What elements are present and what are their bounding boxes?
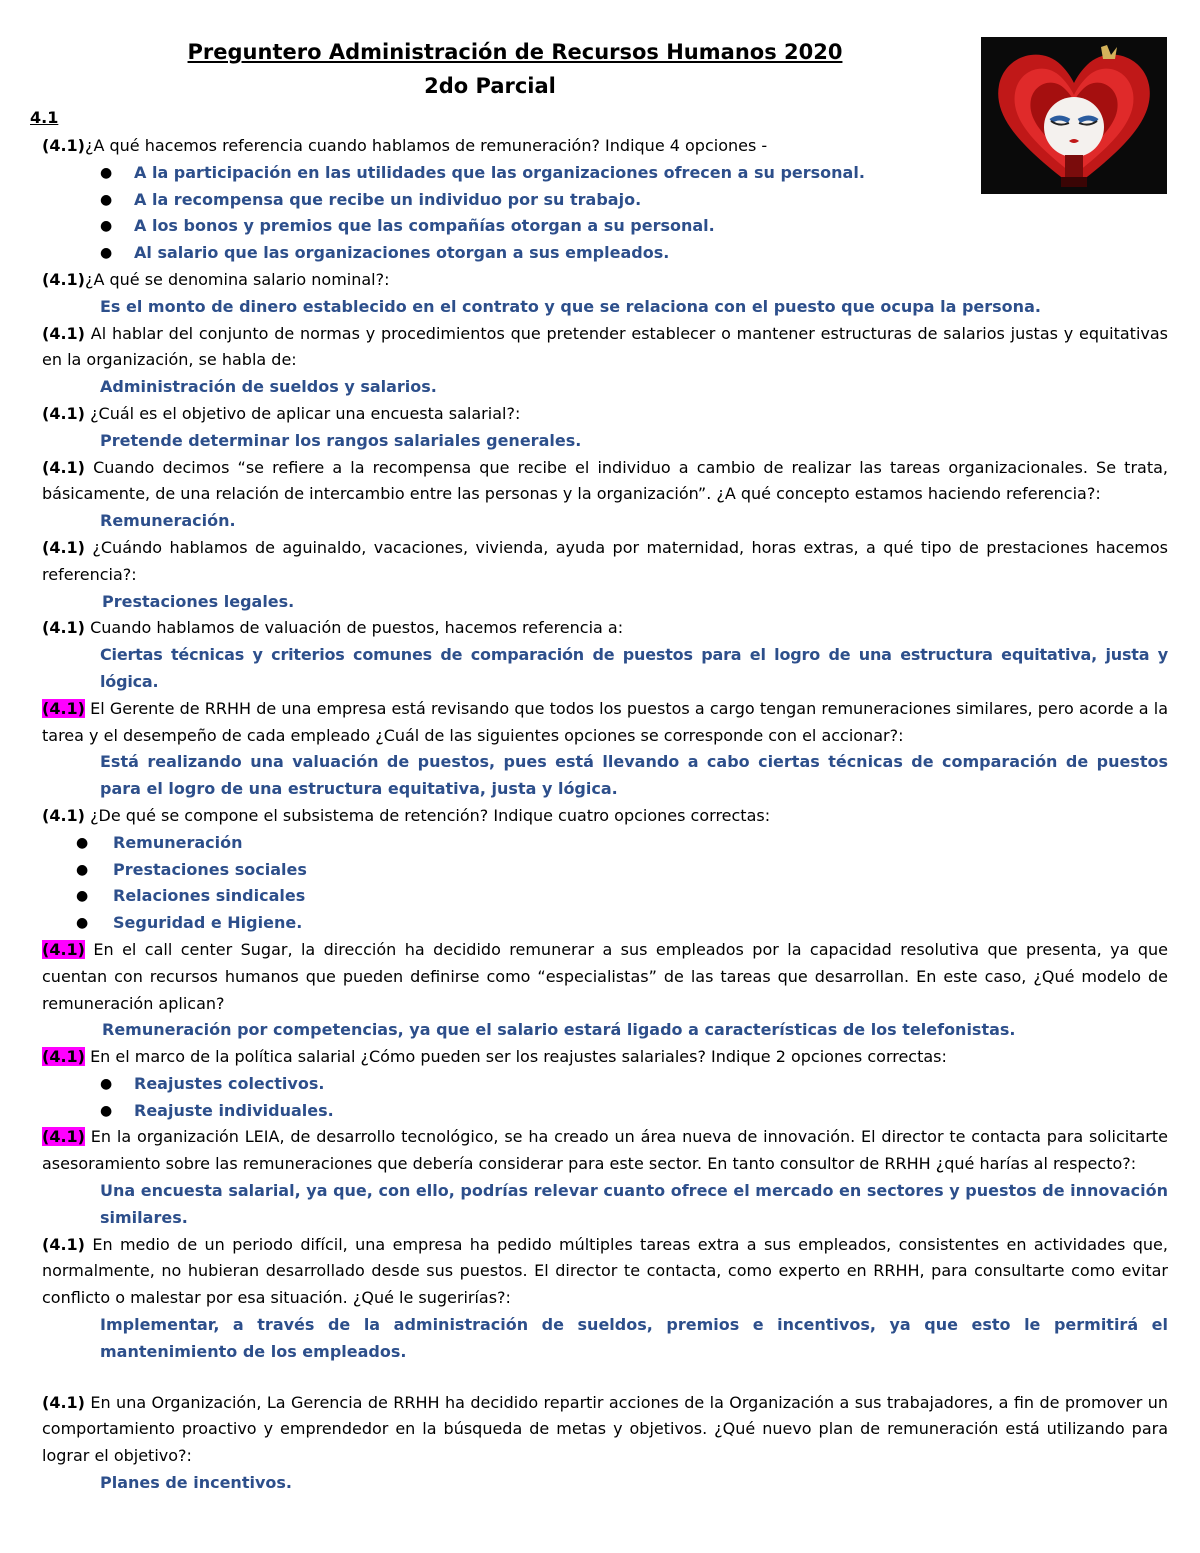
answer-text: Prestaciones sociales xyxy=(113,859,307,879)
question-1 xyxy=(42,133,1168,160)
answer-text: Ciertas técnicas y criterios comunes de comparación de puestos para el logro de una estructura equitativa, justa y lógica. xyxy=(100,645,1168,691)
question-text: En medio de un periodo difícil, una empresa ha pedido múltiples tareas extra a sus empleados, consistentes en actividades que, normalmente, no hubieran desarrollado desde sus puestos. El director te contacta, como experto en RRHH, para consultarte como evitar conflicto o malestar por esa situación. ¿Qué le sugerirías?: xyxy=(42,1234,1168,1308)
bullet-icon: ● xyxy=(76,834,89,851)
bullet-icon: ● xyxy=(76,888,89,905)
question-9 xyxy=(42,803,1168,830)
question-text: ¿De qué se compone el subsistema de retención? Indique cuatro opciones correctas: xyxy=(90,805,771,825)
question-text: Cuando hablamos de valuación de puestos, hacemos referencia a: xyxy=(90,618,624,638)
answer-item xyxy=(42,857,1168,884)
question-11 xyxy=(42,1044,1168,1071)
bullet-icon: ● xyxy=(100,191,113,208)
answer-text: A la recompensa que recibe un individuo por su trabajo. xyxy=(134,189,642,209)
highlighted-question-tag: (4.1) xyxy=(42,939,85,959)
highlighted-question-tag: (4.1) xyxy=(42,1127,85,1147)
answer-list xyxy=(42,160,1168,267)
bullet-icon: ● xyxy=(100,1102,113,1119)
answer-text: A la participación en las utilidades que las organizaciones ofrecen a su personal. xyxy=(134,162,865,182)
question-tag: (4.1) xyxy=(42,618,85,638)
answer-item xyxy=(42,213,1168,240)
answer-text: Implementar, a través de la administración de sueldos, premios e incentivos, ya que esto le permitirá el mantenimiento de los empleados. xyxy=(100,1315,1168,1361)
question-text: En el call center Sugar, la dirección ha decidido remunerar a sus empleados por la capacidad resolutiva que presenta, ya que cuentan con recursos humanos que pueden definirse como “especialistas” de las tareas que desarrollan. En este caso, ¿Qué modelo de remuneración aplican? xyxy=(42,939,1169,1013)
answer-item xyxy=(42,1098,1168,1125)
answer-item xyxy=(42,1071,1168,1098)
highlighted-question-tag: (4.1) xyxy=(42,698,85,718)
answer-text: Remuneración. xyxy=(100,511,236,531)
answer-item xyxy=(42,830,1168,857)
answer-item xyxy=(42,910,1168,937)
answer-item xyxy=(42,240,1168,267)
question-tag: (4.1) xyxy=(42,403,85,423)
answer-list xyxy=(42,830,1168,937)
question-text: El Gerente de RRHH de una empresa está revisando que todos los puestos a cargo tengan remuneraciones similares, pero acorde a la tarea y el desempeño de cada empleado ¿Cuál de las siguientes opciones se corresponde con el accionar?: xyxy=(42,698,1169,745)
question-tag: (4.1) xyxy=(42,537,85,557)
answer-text: Es el monto de dinero establecido en el contrato y que se relaciona con el puesto que ocupa la persona. xyxy=(100,296,1041,316)
question-6 xyxy=(42,535,1168,589)
question-5 xyxy=(42,455,1168,509)
answer-text: Planes de incentivos. xyxy=(100,1473,292,1493)
question-text: En una Organización, La Gerencia de RRHH ha decidido repartir acciones de la Organización a sus trabajadores, a fin de promover un comportamiento proactivo y emprendedor en la búsqueda de metas y objetivos. ¿Qué nuevo plan de remuneración está utilizando para lograr el objetivo?: xyxy=(42,1392,1169,1466)
answer-text: Prestaciones legales. xyxy=(102,591,295,611)
answer-item xyxy=(42,883,1168,910)
question-14 xyxy=(42,1390,1168,1470)
question-tag: (4.1) xyxy=(42,269,85,289)
answer-text: Remuneración xyxy=(113,832,243,852)
question-text: ¿Cuál es el objetivo de aplicar una encuesta salarial?: xyxy=(90,403,521,423)
answer-text: A los bonos y premios que las compañías otorgan a su personal. xyxy=(134,216,715,236)
highlighted-question-tag: (4.1) xyxy=(42,1047,85,1067)
question-4 xyxy=(42,401,1168,428)
question-tag: (4.1) xyxy=(42,323,85,343)
answer-list xyxy=(42,1071,1168,1125)
answer-text: Remuneración por competencias, ya que el salario estará ligado a características de los telefonistas. xyxy=(102,1020,1016,1040)
question-2 xyxy=(42,267,1168,294)
bullet-icon: ● xyxy=(76,861,89,878)
answer-text: Reajuste individuales. xyxy=(134,1100,334,1120)
answer-text: Una encuesta salarial, ya que, con ello, podrías relevar cuanto ofrece el mercado en sectores y puestos de innovación similares. xyxy=(100,1181,1168,1227)
bullet-icon: ● xyxy=(100,245,113,262)
section-heading: 4.1 xyxy=(30,108,59,127)
question-10 xyxy=(42,937,1168,1017)
bullet-icon: ● xyxy=(100,164,113,181)
bullet-icon: ● xyxy=(100,218,113,235)
question-8 xyxy=(42,696,1168,750)
answer-text: Seguridad e Higiene. xyxy=(113,913,303,933)
answer-text: Al salario que las organizaciones otorgan a sus empleados. xyxy=(134,243,670,263)
question-text: En el marco de la política salarial ¿Cómo pueden ser los reajustes salariales? Indique 2 opciones correctas: xyxy=(90,1047,947,1067)
answer-text: Reajustes colectivos. xyxy=(134,1073,325,1093)
question-text: ¿Cuándo hablamos de aguinaldo, vacaciones, vivienda, ayuda por maternidad, horas extras, a qué tipo de prestaciones hacemos referencia?: xyxy=(42,537,1169,584)
question-3 xyxy=(42,321,1168,375)
spacer xyxy=(42,1366,1168,1390)
answer-text: Relaciones sindicales xyxy=(113,886,306,906)
document-subtitle: 2do Parcial xyxy=(424,74,556,98)
question-12 xyxy=(42,1124,1168,1178)
question-text: En la organización LEIA, de desarrollo tecnológico, se ha creado un área nueva de innovación. El director te contacta para solicitarte asesoramiento sobre las remuneraciones que debería considerar para este sector. En tanto consultor de RRHH ¿qué harías al respecto?: xyxy=(42,1127,1168,1174)
question-text: Cuando decimos “se refiere a la recompensa que recibe el individuo a cambio de realizar las tareas organizacionales. Se trata, básicamente, de una relación de intercambio entre las personas y la organización”. ¿A qué concepto estamos haciendo referencia?: xyxy=(42,457,1168,504)
bullet-icon: ● xyxy=(100,1075,113,1092)
question-text: Al hablar del conjunto de normas y procedimientos que pretender establecer o mantener estructuras de salarios justas y equitativas en la organización, se habla de: xyxy=(42,323,1169,370)
question-tag: (4.1) xyxy=(42,1234,85,1254)
question-7 xyxy=(42,615,1168,642)
question-list xyxy=(42,133,1168,1497)
answer-text: Está realizando una valuación de puestos, pues está llevando a cabo ciertas técnicas de comparación de puestos para el logro de una estructura equitativa, justa y lógica. xyxy=(100,752,1168,799)
question-tag: (4.1) xyxy=(42,1392,85,1412)
question-text: ¿A qué se denomina salario nominal?: xyxy=(84,269,390,289)
question-tag: (4.1) xyxy=(42,136,85,155)
question-tag: (4.1) xyxy=(42,457,85,477)
answer-text: Administración de sueldos y salarios. xyxy=(100,377,437,397)
question-text: ¿A qué hacemos referencia cuando hablamos de remuneración? Indique 4 opciones - xyxy=(84,136,768,155)
question-13 xyxy=(42,1232,1168,1312)
question-tag: (4.1) xyxy=(42,805,85,825)
answer-item xyxy=(42,160,1168,187)
bullet-icon: ● xyxy=(76,915,89,932)
document-title: Preguntero Administración de Recursos Humanos 2020 xyxy=(187,40,843,64)
answer-item xyxy=(42,187,1168,214)
answer-text: Pretende determinar los rangos salariales generales. xyxy=(100,430,582,450)
